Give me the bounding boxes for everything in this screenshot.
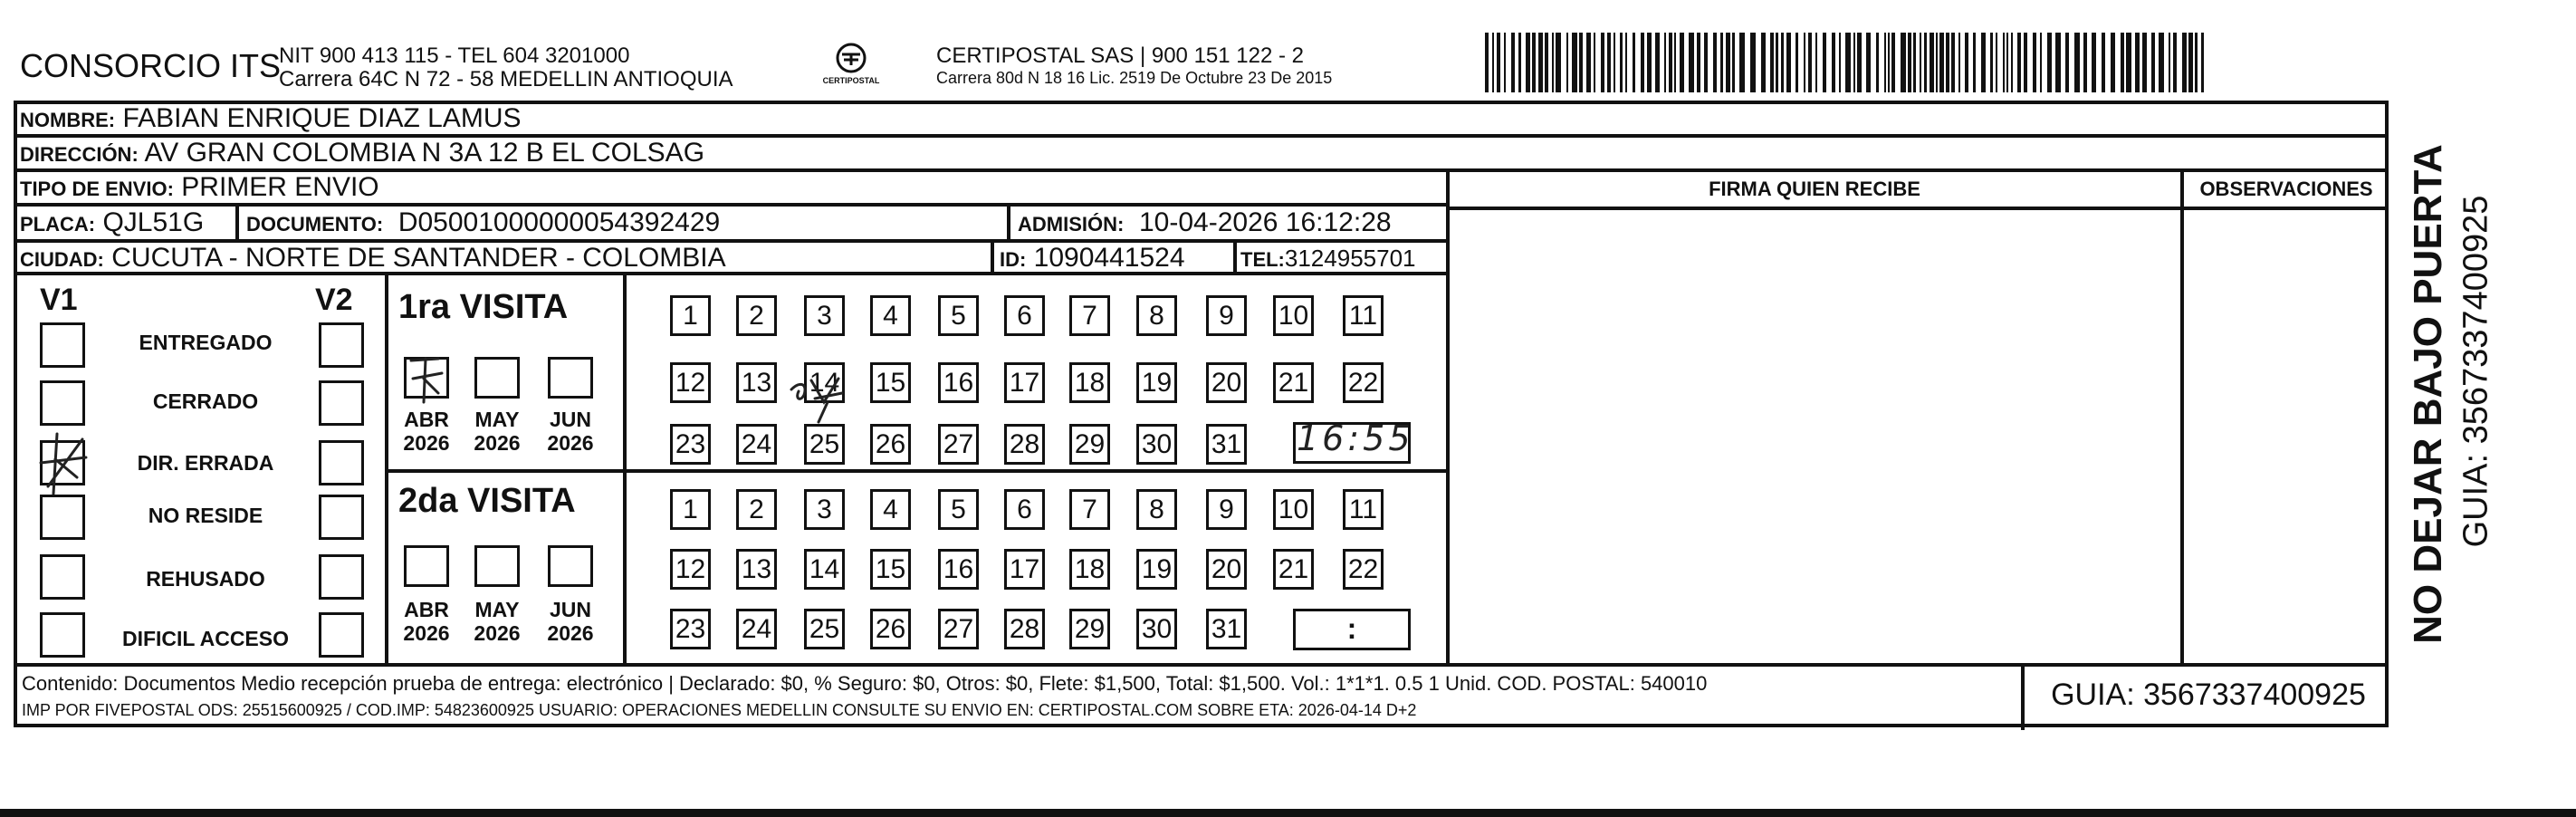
barcode-bar (1996, 33, 1997, 92)
barcode (1485, 33, 2209, 96)
barcode-bar (1857, 33, 1862, 92)
barcode-bar (1823, 33, 1826, 92)
first-visit-day-31[interactable]: 31 (1206, 424, 1247, 465)
barcode-bar (2201, 33, 2204, 92)
v1-checkbox-cerrado[interactable] (40, 380, 85, 426)
barcode-bar (1586, 33, 1591, 92)
second-visit-day-10[interactable]: 10 (1273, 489, 1314, 530)
signature-area[interactable] (1450, 210, 2180, 663)
barcode-bar (1689, 33, 1694, 92)
first-visit-title: 1ra VISITA (398, 288, 569, 326)
barcode-bar (2011, 33, 2013, 92)
second-visit-day-27[interactable]: 27 (938, 609, 979, 649)
barcode-bar (2169, 33, 2170, 92)
barcode-bar (1697, 33, 1700, 92)
barcode-bar (1647, 33, 1652, 92)
tel-value: 3124955701 (1284, 245, 1416, 272)
second-visit-day-24[interactable]: 24 (736, 609, 777, 649)
second-visit-day-14[interactable]: 14 (804, 549, 845, 590)
second-visit-day-7[interactable]: 7 (1069, 489, 1110, 530)
v2-checkbox-no-reside[interactable] (319, 495, 364, 540)
handwritten-check-mark (32, 430, 99, 497)
barcode-bar (1965, 33, 1968, 92)
v2-checkbox-rehusado[interactable] (319, 554, 364, 600)
barcode-bar (2047, 33, 2052, 92)
document-row (246, 209, 720, 236)
recipient-name: FABIAN ENRIQUE DIAZ LAMUS (122, 103, 522, 133)
barcode-bar (2121, 33, 2124, 92)
barcode-bar (1770, 33, 1774, 92)
barcode-bar (1939, 33, 1944, 92)
first-visit-day-22[interactable]: 22 (1343, 362, 1384, 403)
tel-row (1240, 245, 1416, 272)
month-name: ABR (404, 408, 449, 431)
barcode-bar (2003, 33, 2005, 92)
certipostal-logo (815, 42, 887, 92)
second-visit-month-checkbox-may[interactable] (474, 545, 520, 587)
city-row (20, 245, 726, 272)
barcode-bar (2151, 33, 2155, 92)
observaciones-label: OBSERVACIONES (2199, 178, 2373, 200)
first-visit-day-21[interactable]: 21 (1273, 362, 1314, 403)
first-visit-day-27[interactable]: 27 (938, 424, 979, 465)
barcode-bar (1946, 33, 1949, 92)
firma-label: FIRMA QUIEN RECIBE (1709, 178, 1920, 200)
barcode-bar (1786, 33, 1791, 92)
first-visit-day-29[interactable]: 29 (1069, 424, 1110, 465)
v2-checkbox-dificil-acceso[interactable] (319, 612, 364, 658)
status-label-cerrado: CERRADO (152, 389, 259, 413)
first-visit-day-23[interactable]: 23 (670, 424, 711, 465)
first-visit-day-13[interactable]: 13 (736, 362, 777, 403)
second-visit-day-18[interactable]: 18 (1069, 549, 1110, 590)
barcode-bar (2142, 33, 2147, 92)
second-visit-day-6[interactable]: 6 (1004, 489, 1045, 530)
second-visit-day-17[interactable]: 17 (1004, 549, 1045, 590)
first-visit-day-1[interactable]: 1 (670, 295, 711, 336)
barcode-bar (1492, 33, 1494, 92)
first-visit-day-9[interactable]: 9 (1206, 295, 1247, 336)
month-year: 2026 (403, 621, 450, 646)
first-visit-day-3[interactable]: 3 (804, 295, 845, 336)
contenido-line: Contenido: Documentos Medio recepción prueba de entrega: electrónico | Declarado: $0, % Seguro: $0, Otros: $0, Flete: $1,500, Total: $1,500. Vol.: 1*1*1. 0.5 1 Unid. COD. POSTAL: 540010 (22, 672, 1708, 695)
barcode-bar (2092, 33, 2096, 92)
barcode-bar (1908, 33, 1911, 92)
barcode-bar (1930, 33, 1934, 92)
barcode-bar (2102, 33, 2105, 92)
barcode-bar (1739, 33, 1745, 92)
barcode-bar (1832, 33, 1835, 92)
imp-line: IMP POR FIVEPOSTAL ODS: 25515600925 / COD.IMP: 54823600925 USUARIO: OPERACIONES MEDELLIN CONSULTE SU ENVIO EN: CERTIPOSTAL.COM SOBRE ETA: 2026-04-14 D+2 (22, 701, 1417, 719)
barcode-bar (1620, 33, 1623, 92)
second-visit-day-25[interactable]: 25 (804, 609, 845, 649)
barcode-bar (1804, 33, 1805, 92)
city-value: CUCUTA - NORTE DE SANTANDER - COLOMBIA (111, 243, 726, 273)
address-row (20, 139, 704, 167)
barcode-bar (1556, 33, 1561, 92)
first-visit-day-25[interactable]: 25 (804, 424, 845, 465)
barcode-bar (1594, 33, 1595, 92)
id-label: ID: (1000, 248, 1027, 271)
second-visit-month-checkbox-abr[interactable] (404, 545, 449, 587)
first-visit-day-18[interactable]: 18 (1069, 362, 1110, 403)
v1-label: V1 (40, 283, 78, 317)
barcode-bar (1951, 33, 1955, 92)
plate-row (20, 209, 204, 236)
barcode-bar (1750, 33, 1756, 92)
barcode-bar (1633, 33, 1635, 92)
barcode-bar (1913, 33, 1916, 92)
barcode-bar (1538, 33, 1543, 92)
barcode-bar (1625, 33, 1627, 92)
second-visit-day-9[interactable]: 9 (1206, 489, 1247, 530)
footer-guia: GUIA: 3567337400925 (2051, 678, 2366, 712)
barcode-bar (1876, 33, 1879, 92)
barcode-bar (2195, 33, 2198, 92)
barcode-bar (1776, 33, 1778, 92)
first-visit-day-26[interactable]: 26 (870, 424, 911, 465)
company-name: CONSORCIO ITS (20, 47, 282, 84)
barcode-bar (1884, 33, 1886, 92)
second-visit-month-label-may (470, 598, 524, 646)
second-visit-day-28[interactable]: 28 (1004, 609, 1045, 649)
name-row (20, 105, 522, 132)
observations-area[interactable] (2184, 210, 2389, 663)
name-label: NOMBRE: (20, 109, 116, 131)
barcode-bar (1713, 33, 1717, 92)
second-visit-day-1[interactable]: 1 (670, 489, 711, 530)
second-visit-day-20[interactable]: 20 (1206, 549, 1247, 590)
month-year: 2026 (474, 621, 521, 646)
v1-checkbox-entregado[interactable] (40, 322, 85, 368)
second-visit-day-3[interactable]: 3 (804, 489, 845, 530)
barcode-bar (2055, 33, 2061, 92)
month-name: ABR (404, 598, 449, 621)
handwritten-time: 16:55 (1297, 418, 1414, 458)
id-row (1000, 245, 1185, 272)
barcode-bar (2024, 33, 2027, 92)
barcode-bar (1901, 33, 1906, 92)
barcode-bar (1891, 33, 1895, 92)
first-visit-day-2[interactable]: 2 (736, 295, 777, 336)
barcode-bar (1614, 33, 1615, 92)
first-visit-day-7[interactable]: 7 (1069, 295, 1110, 336)
barcode-bar (1566, 33, 1568, 92)
barcode-bar (1664, 33, 1666, 92)
second-visit-day-21[interactable]: 21 (1273, 549, 1314, 590)
first-visit-day-8[interactable]: 8 (1136, 295, 1177, 336)
second-visit-day-13[interactable]: 13 (736, 549, 777, 590)
plate-label: PLACA: (20, 213, 96, 235)
first-visit-day-10[interactable]: 10 (1273, 295, 1314, 336)
barcode-bar (1888, 33, 1890, 92)
status-label-entregado: ENTREGADO (139, 331, 273, 354)
barcode-bar (1796, 33, 1798, 92)
v1-checkbox-rehusado[interactable] (40, 554, 85, 600)
barcode-bar (2182, 33, 2187, 92)
second-visit-day-31[interactable]: 31 (1206, 609, 1247, 649)
second-visit-day-12[interactable]: 12 (670, 549, 711, 590)
no-dejar-bajo-puerta: NO DEJAR BAJO PUERTA (2406, 144, 2450, 644)
barcode-bar (1704, 33, 1708, 92)
nit-line: NIT 900 413 115 - TEL 604 3201000 (279, 43, 630, 68)
barcode-bar (2006, 33, 2008, 92)
admission-value: 10-04-2026 16:12:28 (1139, 207, 1392, 237)
barcode-bar (1641, 33, 1644, 92)
first-visit-day-5[interactable]: 5 (938, 295, 979, 336)
status-label-dificil-acceso: DIFICIL ACCESO (121, 627, 289, 650)
barcode-bar (1853, 33, 1855, 92)
second-visit-day-29[interactable]: 29 (1069, 609, 1110, 649)
first-visit-day-16[interactable]: 16 (938, 362, 979, 403)
second-visit-day-22[interactable]: 22 (1343, 549, 1384, 590)
second-visit-day-19[interactable]: 19 (1136, 549, 1177, 590)
v2-checkbox-entregado[interactable] (319, 322, 364, 368)
month-year: 2026 (547, 431, 594, 456)
status-label-dir-errada: DIR. ERRADA (137, 451, 274, 475)
second-visit-day-26[interactable]: 26 (870, 609, 911, 649)
admission-row (1018, 209, 1392, 236)
barcode-bar (1924, 33, 1927, 92)
first-visit-month-label-abr (399, 408, 454, 456)
first-visit-day-11[interactable]: 11 (1343, 295, 1384, 336)
month-year: 2026 (403, 431, 450, 456)
first-visit-day-24[interactable]: 24 (736, 424, 777, 465)
second-visit-day-23[interactable]: 23 (670, 609, 711, 649)
second-visit-day-4[interactable]: 4 (870, 489, 911, 530)
barcode-bar (1485, 33, 1489, 92)
document-label: DOCUMENTO: (246, 213, 384, 235)
barcode-bar (1511, 33, 1515, 92)
barcode-bar (1674, 33, 1676, 92)
barcode-bar (1815, 33, 1817, 92)
second-visit-day-30[interactable]: 30 (1136, 609, 1177, 649)
tel-label: TEL: (1240, 248, 1285, 271)
first-visit-day-6[interactable]: 6 (1004, 295, 1045, 336)
barcode-bar (1936, 33, 1938, 92)
v1-checkbox-dir-errada[interactable] (40, 440, 85, 485)
barcode-bar (1526, 33, 1530, 92)
document-value: D05001000000054392429 (397, 207, 721, 237)
month-year: 2026 (547, 621, 594, 646)
barcode-bar (1761, 33, 1766, 92)
first-visit-month-checkbox-jun[interactable] (548, 357, 593, 399)
first-visit-day-14[interactable]: 14 (804, 362, 845, 403)
status-label-no-reside: NO RESIDE (148, 504, 263, 527)
v2-label: V2 (315, 283, 353, 317)
city-label: CIUDAD: (20, 248, 104, 271)
barcode-bar (1669, 33, 1672, 92)
barcode-bar (1732, 33, 1735, 92)
status-label-rehusado: REHUSADO (146, 567, 265, 591)
barcode-bar (1518, 33, 1521, 92)
barcode-bar (1655, 33, 1660, 92)
v2-checkbox-cerrado[interactable] (319, 380, 364, 426)
barcode-bar (1990, 33, 1993, 92)
second-visit-month-label-abr (399, 598, 454, 646)
first-visit-day-12[interactable]: 12 (670, 362, 711, 403)
second-visit-day-2[interactable]: 2 (736, 489, 777, 530)
barcode-bar (1726, 33, 1730, 92)
barcode-bar (1920, 33, 1921, 92)
second-visit-day-16[interactable]: 16 (938, 549, 979, 590)
barcode-bar (2083, 33, 2087, 92)
second-visit-title: 2da VISITA (398, 482, 576, 520)
handwritten-month-check-mark (398, 351, 453, 406)
barcode-bar (1808, 33, 1812, 92)
side-guia: GUIA: 3567337400925 (2456, 195, 2495, 548)
shipment-type-label: TIPO DE ENVIO: (20, 178, 174, 200)
shipment-type-row (20, 174, 379, 201)
address-label: DIRECCIÓN: (20, 143, 139, 166)
second-visit-day-15[interactable]: 15 (870, 549, 911, 590)
barcode-bar (1532, 33, 1536, 92)
second-visit-day-5[interactable]: 5 (938, 489, 979, 530)
barcode-bar (1720, 33, 1723, 92)
barcode-bar (2135, 33, 2140, 92)
barcode-bar (2040, 33, 2042, 92)
barcode-bar (1572, 33, 1577, 92)
barcode-bar (1781, 33, 1784, 92)
id-value: 1090441524 (1033, 243, 1185, 273)
month-name: JUN (549, 598, 591, 621)
barcode-bar (1552, 33, 1554, 92)
barcode-bar (1601, 33, 1604, 92)
barcode-bar (1497, 33, 1500, 92)
second-visit-month-label-jun (543, 598, 598, 646)
barcode-bar (1981, 33, 1986, 92)
barcode-bar (2126, 33, 2131, 92)
month-name: JUN (549, 408, 591, 431)
second-visit-time-colon: : (1346, 612, 1357, 645)
first-visit-month-checkbox-may[interactable] (474, 357, 520, 399)
second-visit-day-8[interactable]: 8 (1136, 489, 1177, 530)
v1-checkbox-no-reside[interactable] (40, 495, 85, 540)
barcode-bar (1839, 33, 1841, 92)
first-visit-day-4[interactable]: 4 (870, 295, 911, 336)
v1-checkbox-dificil-acceso[interactable] (40, 612, 85, 658)
month-year: 2026 (474, 431, 521, 456)
first-visit-day-30[interactable]: 30 (1136, 424, 1177, 465)
v2-checkbox-dir-errada[interactable] (319, 440, 364, 485)
plate-value: QJL51G (102, 207, 205, 237)
barcode-bar (1845, 33, 1851, 92)
barcode-bar (2033, 33, 2036, 92)
second-visit-month-checkbox-jun[interactable] (548, 545, 593, 587)
barcode-bar (2188, 33, 2193, 92)
bottom-edge-bar (0, 809, 2576, 817)
barcode-bar (2074, 33, 2080, 92)
first-visit-month-label-jun (543, 408, 598, 456)
barcode-bar (2065, 33, 2069, 92)
first-visit-month-label-may (470, 408, 524, 456)
first-visit-day-20[interactable]: 20 (1206, 362, 1247, 403)
barcode-bar (1545, 33, 1548, 92)
certipostal-line: CERTIPOSTAL SAS | 900 151 122 - 2 (936, 43, 1304, 68)
barcode-bar (2173, 33, 2177, 92)
barcode-bar (1973, 33, 1976, 92)
first-visit-day-19[interactable]: 19 (1136, 362, 1177, 403)
company-address: Carrera 64C N 72 - 58 MEDELLIN ANTIOQUIA (279, 67, 733, 91)
first-visit-day-17[interactable]: 17 (1004, 362, 1045, 403)
month-name: MAY (474, 408, 520, 431)
second-visit-day-11[interactable]: 11 (1343, 489, 1384, 530)
barcode-bar (1579, 33, 1583, 92)
barcode-bar (1680, 33, 1684, 92)
barcode-bar (2159, 33, 2164, 92)
admission-label: ADMISIÓN: (1018, 213, 1125, 235)
first-visit-day-28[interactable]: 28 (1004, 424, 1045, 465)
barcode-bar (2111, 33, 2115, 92)
handwritten-day-14-mark (788, 362, 851, 428)
logo-text: CERTIPOSTAL (822, 76, 880, 85)
barcode-bar (2017, 33, 2021, 92)
month-name: MAY (474, 598, 520, 621)
barcode-bar (1504, 33, 1506, 92)
first-visit-day-15[interactable]: 15 (870, 362, 911, 403)
barcode-bar (1958, 33, 1960, 92)
recipient-address: AV GRAN COLOMBIA N 3A 12 B EL COLSAG (144, 138, 705, 168)
certipostal-address: Carrera 80d N 18 16 Lic. 2519 De Octubre 23 De 2015 (936, 69, 1333, 87)
shipment-type: PRIMER ENVIO (181, 172, 379, 202)
barcode-bar (1866, 33, 1871, 92)
barcode-bar (1607, 33, 1611, 92)
